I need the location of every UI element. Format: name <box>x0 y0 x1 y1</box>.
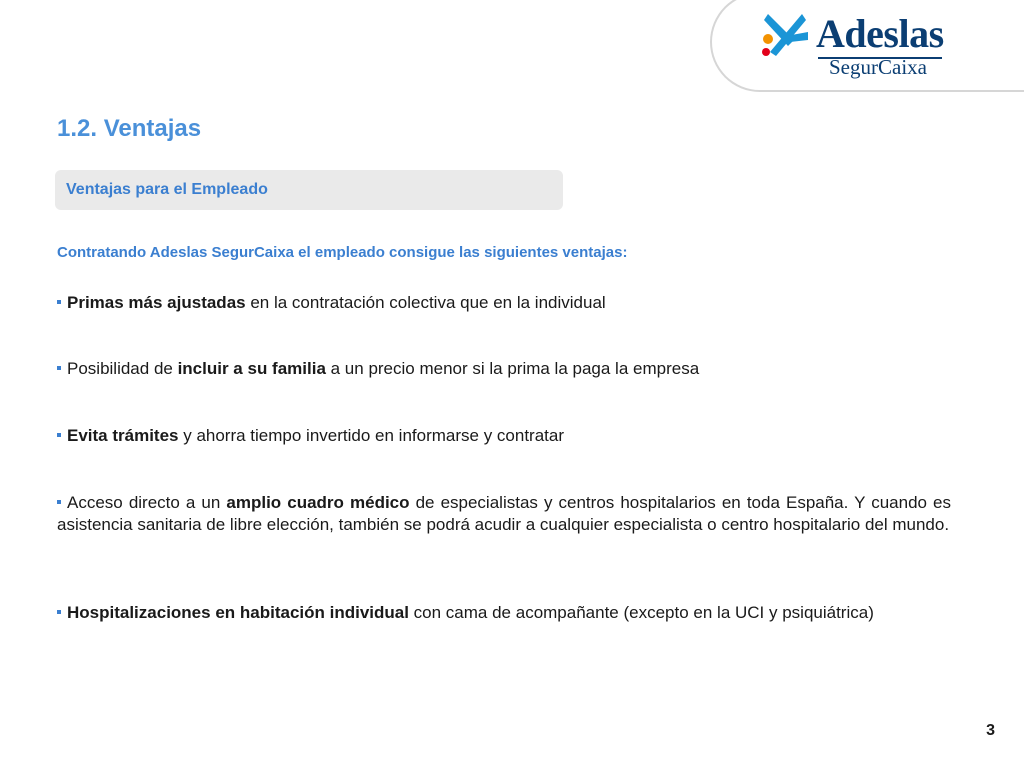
logo-brand-text: Adeslas <box>816 11 944 56</box>
bullet-marker <box>57 610 61 614</box>
bullet-item-hospitalizaciones <box>57 602 951 624</box>
bullet-item-familia <box>57 358 951 380</box>
bullet-bold-text: Primas más ajustadas <box>67 293 246 312</box>
bullet-text: con cama de acompañante (excepto en la UCI y psiquiátrica) <box>408 603 874 622</box>
bullet-text: y ahorra tiempo invertido en informarse y contratar <box>178 426 565 445</box>
bullet-bold-text: incluir a su familia <box>177 359 326 378</box>
bullet-text: en la contratación colectiva que en la individual <box>245 293 606 312</box>
section-heading: Ventajas para el Empleado <box>66 181 268 198</box>
adeslas-star-logo-icon <box>756 12 814 58</box>
bullet-marker <box>57 366 61 370</box>
bullet-bold-text: Hospitalizaciones en habitación individual <box>67 603 409 622</box>
bullet-bold-text: Evita trámites <box>67 426 179 445</box>
bullet-item-primas <box>57 292 951 314</box>
logo-dot-orange <box>763 34 773 44</box>
page-number: 3 <box>986 722 995 739</box>
bullet-text: Posibilidad de <box>67 359 178 378</box>
bullet-marker <box>57 300 61 304</box>
bullet-marker <box>57 500 61 504</box>
logo-dot-red <box>762 48 770 56</box>
intro-text: Contratando Adeslas SegurCaixa el empleado consigue las siguientes ventajas: <box>57 244 628 261</box>
bullet-bold-text: amplio cuadro médico <box>226 493 410 512</box>
bullet-marker <box>57 433 61 437</box>
bullet-item-cuadro-medico <box>57 492 951 536</box>
page-title: 1.2. Ventajas <box>57 115 202 142</box>
bullet-text: Acceso directo a un <box>67 493 227 512</box>
bullet-text: a un precio menor si la prima la paga la empresa <box>325 359 700 378</box>
bullet-item-tramites <box>57 425 951 447</box>
logo-sub-text: SegurCaixa <box>829 55 927 79</box>
bullet-text: de especialistas y centros hospitalarios en toda España. Y cuando es asistencia sanitaria de libre elección, también se podrá acudir a cualquier especialista o centro hospitalario del mundo. <box>57 493 952 534</box>
section-heading-box <box>55 170 563 210</box>
